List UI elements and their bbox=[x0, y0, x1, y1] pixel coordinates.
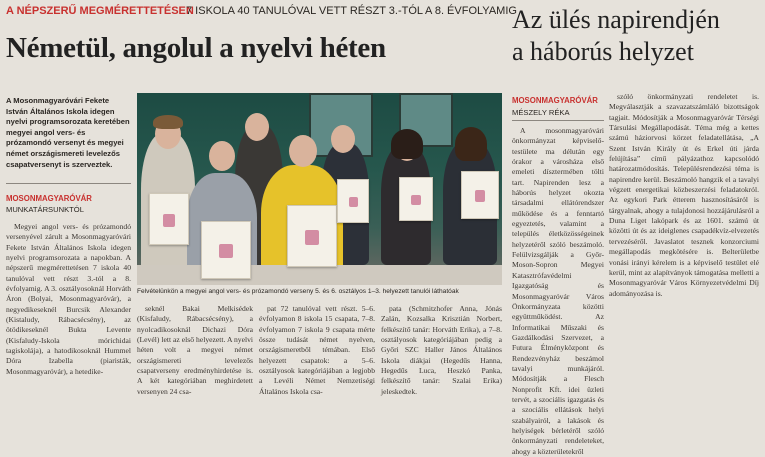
kicker-left: A NÉPSZERŰ MEGMÉRETTETÉSEN bbox=[6, 5, 194, 17]
headline-left: Németül, angolul a nyelvi héten bbox=[6, 32, 386, 64]
headline-right-line2: a háborús helyzet bbox=[512, 37, 694, 66]
certificate bbox=[149, 193, 189, 245]
student-hair bbox=[455, 127, 487, 161]
lead-left: A Mosonmagyaróvári Fekete István Általános Iskola idegen nyelvi programsorozata keretében megyei angol vers- és prózamondó versenyt és megyei német országismereti levelezős csapatversenyt is szerveztek. bbox=[6, 96, 130, 169]
column-text: Megyei angol vers- és prózamondó versenyével zárult a Mosonmagyaróvári Fekete István Általános Iskola idegen nyelvi programsorozata a napokban. A népszerű megmérettetésen 7 iskola 40 tanulóval vett részt 3.-tól a 8. évfolyamig. A 3. osztályosoknál Horváth Áron (Bolyai, Mosonmagyaróvár), a negyedikeseknél Burcsik Alexander (Kistaludy, Rábacsécsény), az ötödikeseknél Bukta Levente (Kisfaludy-Iskola mórichidai tagiskolája), a hatodikosoknál Hummel Dóra Izabella (piaristák, Mosonmagyaróvár), a hetedike- bbox=[6, 222, 131, 376]
divider bbox=[512, 120, 604, 121]
byline-author-right: MÉSZELY RÉKA bbox=[512, 108, 570, 117]
student-hair bbox=[153, 115, 183, 129]
column-text: szóló önkormányzati rendeletet is. Megválasztják a szavazatszámláló bizottságok tagjait. Módosítják a Mosonmagyaróvár Térségi Társulási Megállapodását. Téma még a kettes számú háziorvosi körzet feladatellátása, „A Szent István Király út és Erkel úti járda felújítása” című pályázathoz kapcsolódó határozatmódosítás. Településrendezési téma is napirendre kerül. Beszámoló hangzik el a tavalyi végzett energetikai közbeszerzési feladatokról. Az egykori Park étterem hasznosításáról is tárgyalnak, ahogy a tulajdonosi hozzájárulásról a Duna Liget lakópark és az 1601. számú út közötti út és az ideiglenes csapadékvíz-elvezetés tervezéséről. Javaslatot tesznek konzorciumi megállapodás megkötésére is. Belterületbe vonási irányi kérelem is a képviselő testület elé kerül, mint az alapítványok támogatása melletti a Mosonmagyaróvár Város Környezetvédelmi Díj adományozása is. bbox=[609, 92, 759, 298]
byline-location-left: MOSONMAGYARÓVÁR bbox=[6, 194, 92, 203]
headline-right-line1: Az ülés napirendjén bbox=[512, 5, 720, 34]
article-column bbox=[137, 304, 253, 408]
byline-author-left: MUNKATÁRSUNKTÓL bbox=[6, 205, 84, 214]
divider bbox=[6, 183, 131, 184]
column-text: seknél Bakai Melkisédek (Kisfaludy, Rábacsécsény), a nyolcadikosoknál Dichazi Dóra (Levél) lett az első helyezett. A nyelvi héten volt a megyei német országismereti levelezős csapatverseny eredményhirdetése is. A két kategóriában meghirdetett versenyen 24 csa- bbox=[137, 304, 253, 396]
article-column bbox=[512, 126, 604, 456]
article-photo bbox=[137, 93, 502, 285]
kicker-left-rest: 7 ISKOLA 40 TANULÓVAL VETT RÉSZT 3.-TÓL A 8. ÉVFOLYAMIG bbox=[186, 5, 517, 17]
certificate bbox=[337, 179, 369, 223]
column-text: A mosonmagyaróvári önkormányzat képviselő-testülete ma délután egy órakor a városháza első emeleti dísztermében tölti tart. Napirenden lesz a háborús helyzet okozta társadalmi ellátórendszer működése és a fenntartó egyeztetés, valamint a település életközösségeinek helyzetéről szóló beszámoló. Felülvizsgálják a Győr-Moson-Sopron Megyei Katasztrófavédelmi Igazgatóság és Mosonmagyaróvár Város Önkormányzata közötti együttműködést. Az Informatikai Műszaki és Gazdálkodási Szervezet, a Futura Élményközpont és Rendezvényház beszámol tavalyi munkájáról. Módosítják a Flesch Nonprofit Kft. idei üzleti tervét, a szociális igazgatás és a szociális ellátások helyi szabályairól, a lakások és helyiségek bérletéről szóló önkormányzati rendeleteket, ahogy a közterületekről bbox=[512, 126, 604, 456]
article-column bbox=[609, 92, 759, 408]
certificate bbox=[201, 221, 251, 279]
column-text: pata (Schmitzhofer Anna, Jónás Zalán, Kozsalka Krisztián Norbert, felkészítő tanár: Horváth Erika), a 7–8. osztályosok kategóriájában pedig a Győri SZC Haller János Általános Iskola diákjai (Hegedűs Hanna, Hegedűs Luca, Heszkó Panka, felkészítő tanár: Szalai Erika) jeleskedtek. bbox=[381, 304, 502, 396]
column-text: pat 72 tanulóval vett részt. 5–6. évfolyamon 8 iskola 15 csapata, 7–8. évfolyamon 7 iskola 9 csapata mérte össze tudását német nyelven, országismeretből témában. Első helyezett csapatok: a 5–6. osztályosok kategóriájában a legjobb a Levéli Német Nemzetiségi Általános Iskola csa- bbox=[259, 304, 375, 396]
student-head bbox=[289, 135, 317, 167]
article-column bbox=[6, 222, 131, 408]
certificate bbox=[399, 177, 433, 221]
student-head bbox=[209, 141, 235, 171]
article-column bbox=[381, 304, 502, 408]
student-hair bbox=[391, 129, 423, 159]
photo-caption: Felvételünkön a megyei angol vers- és prózamondó verseny 5. és 6. osztályos 1–3. helyezett tanulói láthatóak bbox=[137, 288, 459, 295]
certificate bbox=[287, 205, 337, 267]
photo-table bbox=[137, 265, 502, 285]
byline-location-right: MOSONMAGYARÓVÁR bbox=[512, 96, 598, 105]
student-head bbox=[331, 125, 355, 153]
article-column bbox=[259, 304, 375, 408]
student-head bbox=[245, 113, 269, 141]
certificate bbox=[461, 171, 499, 219]
